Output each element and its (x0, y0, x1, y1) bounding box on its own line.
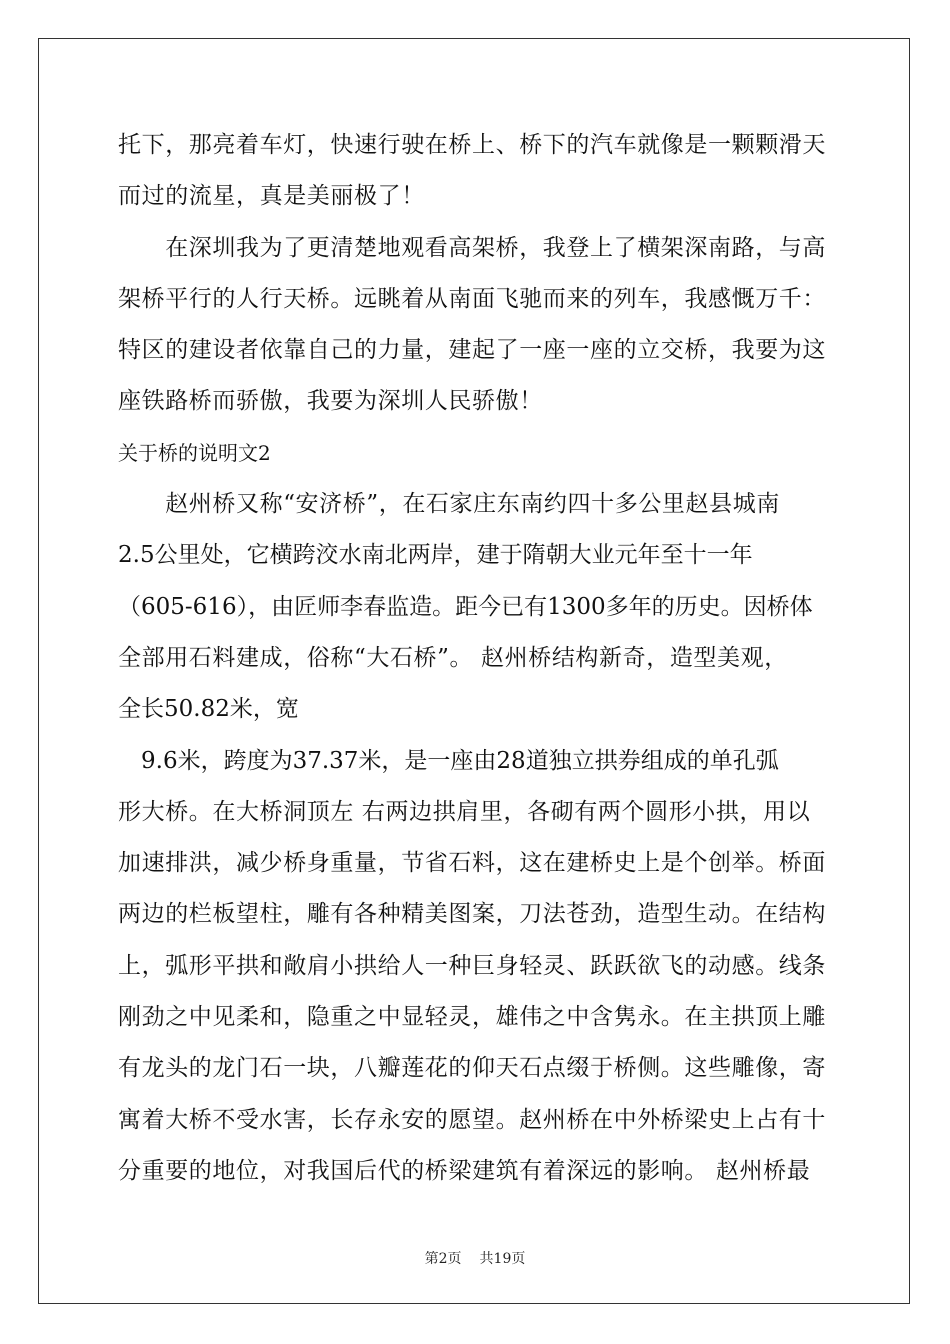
document-body (118, 125, 838, 1202)
text-line: 寓着大桥不受水害，长存永安的愿望。赵州桥在中外桥梁史上占有十 (118, 1106, 826, 1133)
text-line: 有龙头的龙门石一块，八瓣莲花的仰天石点缀于桥侧。这些雕像，寄 (118, 1055, 826, 1082)
text-line: 形大桥。在大桥洞顶左 右两边拱肩里，各砌有两个圆形小拱，用以 (118, 798, 811, 825)
text-line: 座铁路桥而骄傲，我要为深圳人民骄傲！ (118, 388, 543, 415)
text-line: 加速排洪，减少桥身重量，节省石料，这在建桥史上是个创举。桥面 (118, 850, 826, 877)
text-line: 托下，那亮着车灯，快速行驶在桥上、桥下的汽车就像是一颗颗滑天 (118, 132, 826, 158)
text-line: 刚劲之中见柔和，隐重之中显轻灵，雄伟之中含隽永。在主拱顶上雕 (118, 1004, 826, 1031)
page-total: 共19页 (479, 1251, 526, 1267)
page-number: 第2页 (424, 1251, 462, 1267)
text-line: 两边的栏板望柱，雕有各种精美图案，刀法苍劲，造型生动。在结构 (118, 901, 826, 928)
text-line: 9.6米，跨度为37.37米，是一座由28道独立拱券组成的单孔弧 (118, 747, 779, 774)
text-line: 全长50.82米，宽 (118, 696, 299, 723)
text-line: 分重要的地位，对我国后代的桥梁建筑有着深远的影响。 赵州桥最 (118, 1157, 811, 1184)
text-line: （605-616），由匠师李春监造。距今已有1300多年的历史。因桥体 (118, 593, 813, 620)
section-heading: 关于桥的说明文2 (118, 440, 271, 465)
text-line: 而过的流星，真是美丽极了！ (118, 183, 425, 210)
text-line: 全部用石料建成，俗称“大石桥”。 赵州桥结构新奇，造型美观， (118, 644, 788, 671)
text-line: 2.5公里处，它横跨洨水南北两岸，建于隋朝大业元年至十一年 (118, 542, 753, 569)
page-footer (0, 1248, 950, 1268)
text-line: 特区的建设者依靠自己的力量，建起了一座一座的立交桥，我要为这 (118, 337, 826, 364)
text-line: 上，弧形平拱和敞肩小拱给人一种巨身轻灵、跃跃欲飞的动感。线条 (118, 952, 826, 979)
text-line: 在深圳我为了更清楚地观看高架桥，我登上了横架深南路，与高 (118, 234, 826, 261)
text-line: 架桥平行的人行天桥。远眺着从南面飞驰而来的列车，我感慨万千： (118, 285, 826, 312)
text-line: 赵州桥又称“安济桥”，在石家庄东南约四十多公里赵县城南 (118, 491, 780, 518)
